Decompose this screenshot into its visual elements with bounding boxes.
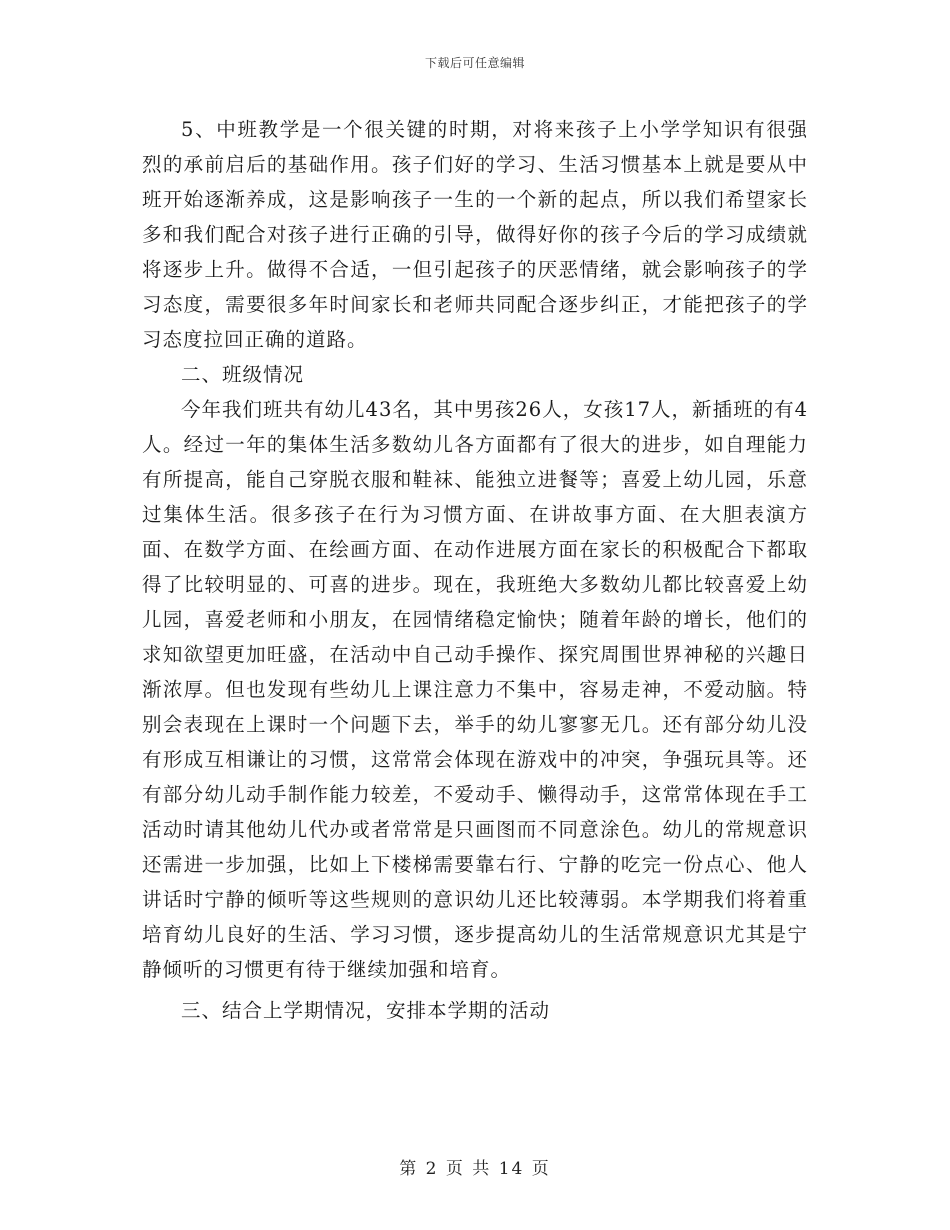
page-header: 下载后可任意编辑 (424, 56, 525, 70)
paragraph-middle-class-importance: 5、中班教学是一个很关键的时期，对将来孩子上小学学知识有很强烈的承前启后的基础作用。孩子们好的学习、生活习惯基本上就是要从中班开始逐渐养成，这是影响孩子一生的一个新的起点，所以我们希望家长多和我们配合对孩子进行正确的引导，做得好你的孩子今后的学习成绩就将逐步上升。做得不合适，一但引起孩子的厌恶情绪，就会影响孩子的学习态度，需要很多年时间家长和老师共同配合逐步纠正，才能把孩子的学习态度拉回正确的道路。 (142, 118, 808, 351)
document-body (142, 112, 808, 1028)
page-footer: 第 2 页 共 14 页 (399, 1159, 551, 1179)
section-heading-activity-plan: 三、结合上学期情况，安排本学期的活动 (181, 999, 551, 1022)
section-heading-class-situation: 二、班级情况 (181, 363, 305, 386)
paragraph-class-situation: 今年我们班共有幼儿43名，其中男孩26人，女孩17人，新插班的有4人。经过一年的集体生活多数幼儿各方面都有了很大的进步，如自理能力有所提高，能自己穿脱衣服和鞋袜、能独立进餐等；喜爱上幼儿园，乐意过集体生活。很多孩子在行为习惯方面、在讲故事方面、在大胆表演方面、在数学方面、在绘画方面、在动作进展方面在家长的积极配合下都取得了比较明显的、可喜的进步。现在，我班绝大多数幼儿都比较喜爱上幼儿园，喜爱老师和小朋友，在园情绪稳定愉快；随着年龄的增长，他们的求知欲望更加旺盛，在活动中自己动手操作、探究周围世界神秘的兴趣日渐浓厚。但也发现有些幼儿上课注意力不集中，容易走神，不爱动脑。特别会表现在上课时一个问题下去，举手的幼儿寥寥无几。还有部分幼儿没有形成互相谦让的习惯，这常常会体现在游戏中的冲突，争强玩具等。还有部分幼儿动手制作能力较差，不爱动手、懒得动手，这常常体现在手工活动时请其他幼儿代办或者常常是只画图而不同意涂色。幼儿的常规意识还需进一步加强，比如上下楼梯需要靠右行、宁静的吃完一份点心、他人讲话时宁静的倾听等这些规则的意识幼儿还比较薄弱。本学期我们将着重培育幼儿良好的生活、学习习惯，逐步提高幼儿的生活常规意识尤其是宁静倾听的习惯更有待于继续加强和培育。 (142, 398, 808, 981)
